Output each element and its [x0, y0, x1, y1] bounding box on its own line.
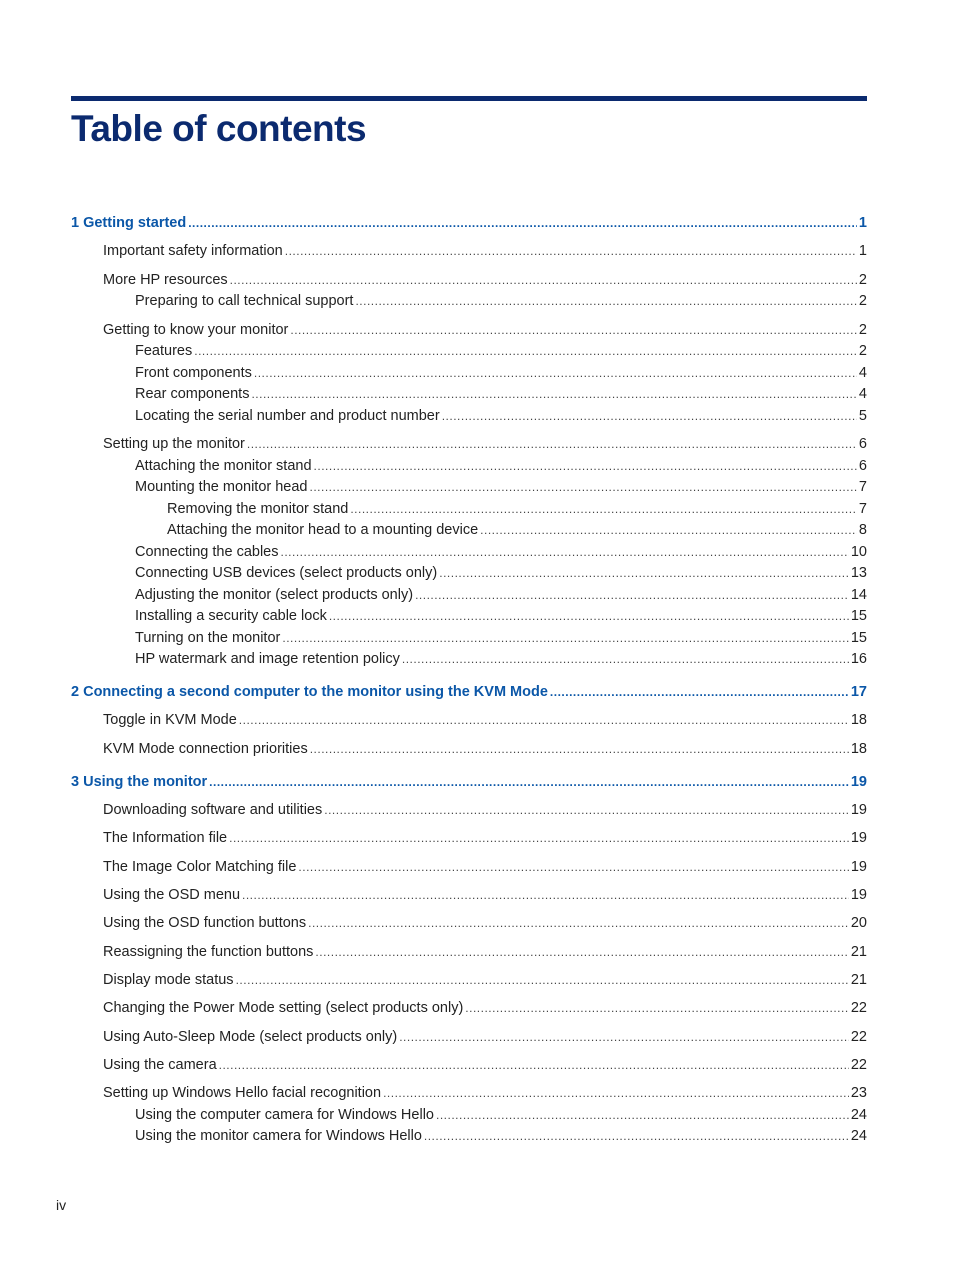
toc-entry[interactable]: [71, 683, 867, 701]
toc-entry-title: Setting up the monitor: [103, 436, 245, 452]
footer-page-number: iv: [56, 1197, 67, 1213]
toc-entry[interactable]: [135, 385, 867, 403]
toc-entry-page: 1: [858, 243, 867, 259]
toc-entry[interactable]: [103, 435, 867, 453]
toc-entry-title: Connecting the cables: [135, 544, 279, 560]
toc-entry[interactable]: [135, 478, 867, 496]
toc-entry-page: 17: [850, 684, 867, 700]
toc-dot-leader: [480, 521, 857, 539]
toc-entry-title: Rear components: [135, 386, 250, 402]
toc-dot-leader: [219, 1056, 849, 1074]
toc-entry-title: Using the monitor camera for Windows Hello: [135, 1128, 422, 1144]
toc-entry[interactable]: [103, 999, 867, 1017]
toc-entry-page: 18: [850, 741, 867, 757]
toc-dot-leader: [188, 214, 857, 232]
toc-dot-leader: [282, 629, 849, 647]
toc-entry-title: Using the camera: [103, 1057, 217, 1073]
toc-entry-title: Attaching the monitor stand: [135, 458, 312, 474]
toc-entry-title: Using Auto-Sleep Mode (select products only): [103, 1029, 398, 1045]
toc-dot-leader: [399, 1028, 849, 1046]
toc-entry[interactable]: [103, 242, 867, 260]
toc-entry-page: 7: [858, 479, 867, 495]
toc-dot-leader: [465, 999, 849, 1017]
toc-entry[interactable]: [135, 607, 867, 625]
toc-dot-leader: [415, 586, 849, 604]
toc-entry-page: 1: [858, 215, 867, 231]
toc-entry-title: Locating the serial number and product number: [135, 408, 440, 424]
toc-entry-page: 21: [850, 972, 867, 988]
toc-entry[interactable]: [135, 407, 867, 425]
toc-entry-page: 19: [850, 859, 867, 875]
toc-entry[interactable]: [103, 829, 867, 847]
toc-entry[interactable]: [167, 500, 867, 518]
toc-entry-title: Preparing to call technical support: [135, 293, 354, 309]
toc-entry-page: 20: [850, 915, 867, 931]
toc-dot-leader: [350, 500, 857, 518]
toc-entry-title: The Information file: [103, 830, 228, 846]
toc-entry-title: Mounting the monitor head: [135, 479, 308, 495]
toc-entry-page: 19: [850, 887, 867, 903]
toc-entry-page: 2: [858, 343, 867, 359]
toc-dot-leader: [247, 435, 857, 453]
toc-entry[interactable]: [135, 364, 867, 382]
toc-entry-title: Removing the monitor stand: [167, 501, 349, 517]
toc-dot-leader: [290, 321, 857, 339]
toc-entry-title: Connecting USB devices (select products only): [135, 565, 438, 581]
toc-dot-leader: [383, 1084, 849, 1102]
toc-entry-title: Toggle in KVM Mode: [103, 712, 237, 728]
toc-entry-title: 2 Connecting a second computer to the monitor using the KVM Mode: [71, 684, 548, 700]
toc-entry-page: 21: [850, 944, 867, 960]
toc-entry-title: Turning on the monitor: [135, 630, 281, 646]
toc-entry-page: 4: [858, 365, 867, 381]
toc-entry-page: 5: [858, 408, 867, 424]
toc-dot-leader: [230, 271, 857, 289]
toc-dot-leader: [209, 773, 849, 791]
toc-dot-leader: [285, 242, 857, 260]
toc-entry-page: 2: [858, 272, 867, 288]
toc-entry[interactable]: [103, 1056, 867, 1074]
toc-entry-title: Installing a security cable lock: [135, 608, 327, 624]
toc-entry-title: Display mode status: [103, 972, 234, 988]
toc-entry-page: 22: [850, 1029, 867, 1045]
toc-entry-page: 22: [850, 1000, 867, 1016]
toc-entry[interactable]: [103, 1084, 867, 1102]
toc-entry[interactable]: [71, 214, 867, 232]
toc-entry[interactable]: [135, 564, 867, 582]
toc-entry-title: Setting up Windows Hello facial recognition: [103, 1085, 382, 1101]
toc-dot-leader: [251, 385, 856, 403]
toc-entry-title: Using the OSD function buttons: [103, 915, 307, 931]
toc-dot-leader: [355, 292, 856, 310]
toc-entry[interactable]: [103, 943, 867, 961]
toc-entry[interactable]: [103, 1028, 867, 1046]
toc-entry-title: Getting to know your monitor: [103, 322, 289, 338]
toc-entry-title: 1 Getting started: [71, 215, 187, 231]
toc-entry-page: 2: [858, 293, 867, 309]
toc-entry-page: 15: [850, 630, 867, 646]
toc-entry[interactable]: [135, 629, 867, 647]
toc-entry[interactable]: [135, 342, 867, 360]
toc-entry[interactable]: [103, 886, 867, 904]
toc-entry-page: 10: [850, 544, 867, 560]
toc-dot-leader: [236, 971, 849, 989]
toc-dot-leader: [229, 829, 849, 847]
toc-entry-title: Downloading software and utilities: [103, 802, 323, 818]
toc-dot-leader: [550, 683, 849, 701]
toc-dot-leader: [442, 407, 857, 425]
toc-entry-title: Front components: [135, 365, 252, 381]
toc-entry-title: More HP resources: [103, 272, 228, 288]
toc-dot-leader: [194, 342, 857, 360]
toc-entry-page: 6: [858, 436, 867, 452]
toc-entry[interactable]: [103, 321, 867, 339]
toc-dot-leader: [239, 711, 849, 729]
toc-entry-title: KVM Mode connection priorities: [103, 741, 308, 757]
toc-entry[interactable]: [135, 1106, 867, 1124]
toc-dot-leader: [242, 886, 849, 904]
toc-entry[interactable]: [135, 292, 867, 310]
toc-dot-leader: [324, 801, 849, 819]
toc-entry-page: 16: [850, 651, 867, 667]
toc-entry[interactable]: [135, 650, 867, 668]
toc-entry-title: Using the OSD menu: [103, 887, 241, 903]
toc-entry-title: HP watermark and image retention policy: [135, 651, 400, 667]
toc-dot-leader: [439, 564, 849, 582]
toc-entry[interactable]: [135, 586, 867, 604]
toc-entry-page: 2: [858, 322, 867, 338]
toc-entry[interactable]: [103, 914, 867, 932]
toc-dot-leader: [254, 364, 857, 382]
toc-entry-page: 19: [850, 802, 867, 818]
toc-dot-leader: [310, 478, 857, 496]
toc-entry[interactable]: [71, 773, 867, 791]
toc-entry-title: Important safety information: [103, 243, 283, 259]
toc-entry-title: Using the computer camera for Windows Hello: [135, 1107, 434, 1123]
toc-entry-page: 6: [858, 458, 867, 474]
toc-dot-leader: [315, 943, 848, 961]
toc-entry-page: 14: [850, 587, 867, 603]
toc-dot-leader: [436, 1106, 849, 1124]
toc-entry[interactable]: [103, 740, 867, 758]
toc-entry-page: 7: [858, 501, 867, 517]
toc-dot-leader: [402, 650, 849, 668]
toc-dot-leader: [308, 914, 849, 932]
toc-dot-leader: [310, 740, 849, 758]
toc-entry-title: 3 Using the monitor: [71, 774, 208, 790]
page-title: Table of contents: [71, 108, 367, 149]
toc-entry[interactable]: [103, 858, 867, 876]
toc-entry-page: 23: [850, 1085, 867, 1101]
toc-entry-title: Features: [135, 343, 193, 359]
toc-entry-page: 24: [850, 1128, 867, 1144]
toc-entry[interactable]: [135, 543, 867, 561]
toc-entry-title: Changing the Power Mode setting (select products only): [103, 1000, 464, 1016]
toc-entry-page: 4: [858, 386, 867, 402]
toc-entry-title: Adjusting the monitor (select products only): [135, 587, 414, 603]
toc-entry-page: 19: [850, 830, 867, 846]
toc-entry-title: Reassigning the function buttons: [103, 944, 314, 960]
toc-entry-page: 18: [850, 712, 867, 728]
toc-dot-leader: [298, 858, 848, 876]
toc-entry[interactable]: [103, 271, 867, 289]
toc-entry-title: The Image Color Matching file: [103, 859, 297, 875]
toc-entry-page: 13: [850, 565, 867, 581]
toc-entry[interactable]: [103, 801, 867, 819]
toc-dot-leader: [314, 457, 857, 475]
toc-entry-page: 19: [850, 774, 867, 790]
toc-entry[interactable]: [135, 1127, 867, 1145]
toc-entry-page: 22: [850, 1057, 867, 1073]
toc-entry[interactable]: [103, 711, 867, 729]
toc-entry[interactable]: [167, 521, 867, 539]
toc-entry-page: 8: [858, 522, 867, 538]
toc-entry[interactable]: [135, 457, 867, 475]
toc-entry-page: 15: [850, 608, 867, 624]
toc-dot-leader: [329, 607, 849, 625]
toc-entry[interactable]: [103, 971, 867, 989]
toc-dot-leader: [424, 1127, 849, 1145]
toc-dot-leader: [281, 543, 849, 561]
toc-entry-page: 24: [850, 1107, 867, 1123]
toc-entry-title: Attaching the monitor head to a mounting device: [167, 522, 479, 538]
